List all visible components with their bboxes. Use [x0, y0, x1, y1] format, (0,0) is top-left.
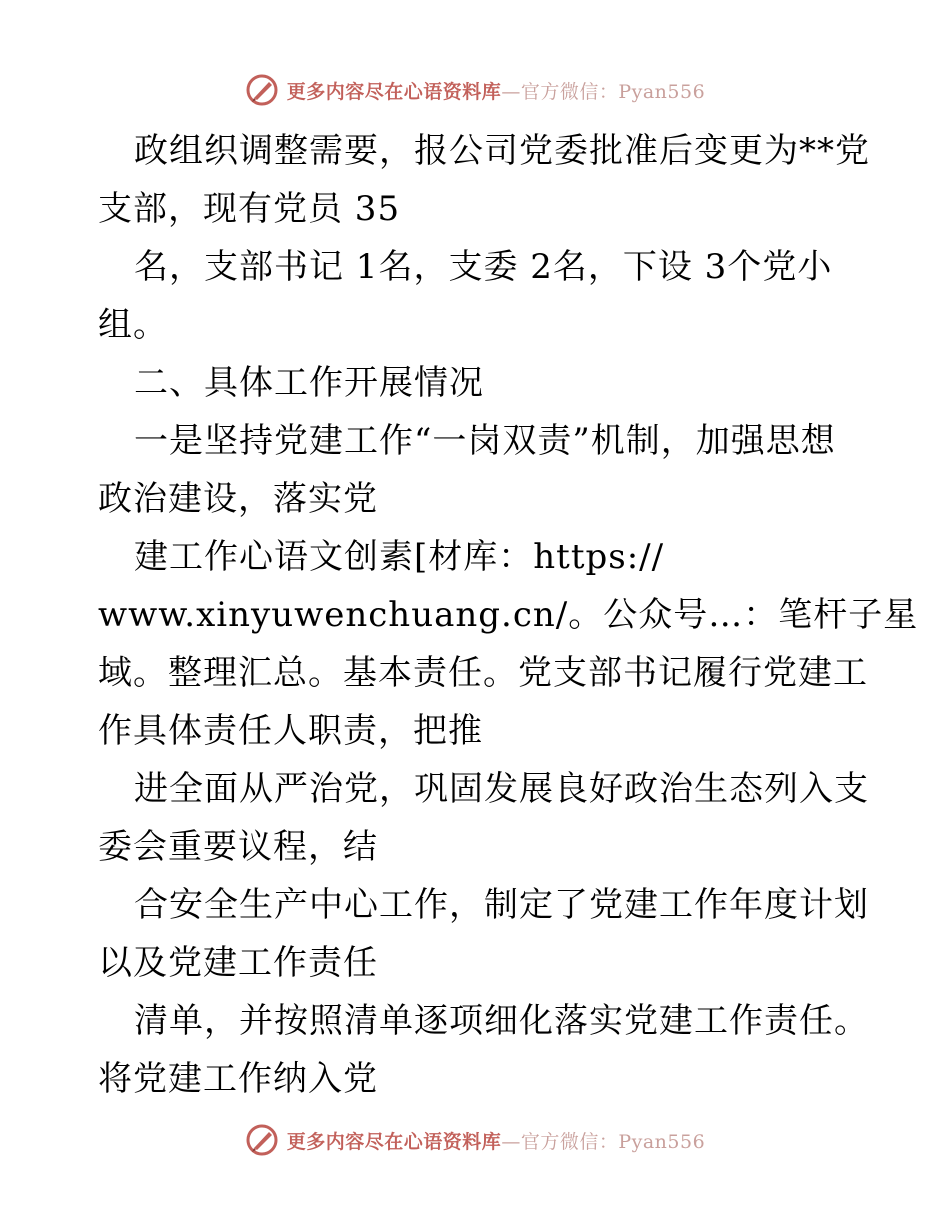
- header-text: [287, 77, 705, 104]
- footer-separator: —官方微信：: [501, 1130, 619, 1153]
- text-line: 委会重要议程，结: [98, 827, 378, 867]
- text-line: 清单，并按照清单逐项细化落实党建工作责任。: [134, 1001, 869, 1041]
- footer-brand: 更多内容尽在心语资料库: [286, 1130, 502, 1153]
- pen-logo-icon: [245, 73, 279, 107]
- text-line: 二、具体工作开展情况: [134, 363, 484, 403]
- text-line: 进全面从严治党，巩固发展良好政治生态列入支: [134, 769, 869, 809]
- text-line: 合安全生产中心工作，制定了党建工作年度计划: [134, 885, 869, 925]
- text-line: 作具体责任人职责，把推: [98, 711, 483, 751]
- text-line: 以及党建工作责任: [98, 943, 378, 983]
- text-line: 政治建设，落实党: [98, 479, 378, 519]
- footer-banner: [0, 1120, 950, 1160]
- text-line: 组。: [98, 305, 168, 345]
- header-brand: 更多内容尽在心语资料库: [286, 80, 502, 103]
- text-line: 名，支部书记 1名，支委 2名，下设 3个党小: [134, 247, 833, 287]
- header-handle: Pyan556: [618, 80, 706, 103]
- header-separator: —官方微信：: [501, 80, 619, 103]
- text-line: 政组织调整需要，报公司党委批准后变更为**党: [134, 131, 870, 171]
- document-body: [98, 122, 919, 1108]
- text-line: 建工作心语文创素[材库：https://: [134, 537, 665, 577]
- text-line: 支部，现有党员 35: [98, 189, 401, 229]
- text-line: 域。整理汇总。基本责任。党支部书记履行党建工: [98, 653, 868, 693]
- text-line: 将党建工作纳入党: [98, 1059, 378, 1099]
- pen-logo-icon: [245, 1123, 279, 1157]
- footer-handle: Pyan556: [618, 1130, 706, 1153]
- header-banner: [0, 70, 950, 110]
- text-line: www.xinyuwenchuang.cn/。公众号…：笔杆子星: [98, 595, 919, 635]
- text-line: 一是坚持党建工作“一岗双责”机制，加强思想: [134, 421, 836, 461]
- footer-text: [287, 1127, 705, 1154]
